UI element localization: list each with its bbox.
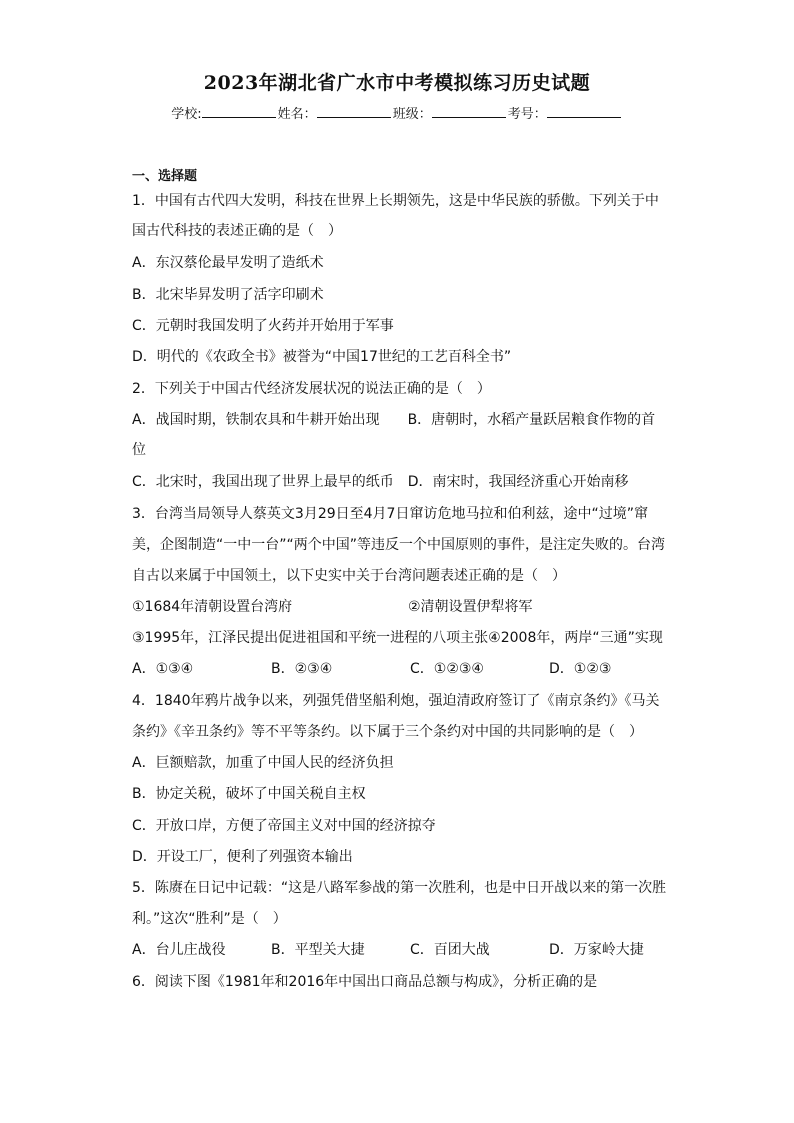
- q3-statement-1: ①1684年清朝设置台湾府: [132, 599, 293, 615]
- q2-options-ab: A．战国时期，铁制农具和牛耕开始出现 B．唐朝时，水稻产量跃居粮食作物的首: [132, 412, 656, 428]
- q4-option-c: C．开放口岸，方便了帝国主义对中国的经济掠夺: [132, 818, 436, 834]
- q3-option-a: A．①③④: [132, 661, 194, 677]
- q1-option-a: A．东汉蔡伦最早发明了造纸术: [132, 255, 324, 271]
- q5-option-d: D．万家岭大捷: [549, 942, 644, 958]
- school-blank[interactable]: [202, 105, 276, 118]
- q5-option-a: A．台儿庄战役: [132, 942, 226, 958]
- q2-options-cd: C．北宋时，我国出现了世界上最早的纸币 D．南宋时，我国经济重心开始南移: [132, 474, 629, 490]
- q2-stem: 2．下列关于中国古代经济发展状况的说法正确的是（ ）: [132, 381, 491, 397]
- q1-stem-line1: 1．中国有古代四大发明，科技在世界上长期领先，这是中华民族的骄傲。下列关于中: [132, 193, 659, 209]
- q4-option-a: A．巨额赔款，加重了中国人民的经济负担: [132, 755, 394, 771]
- q3-option-c: C．①②③④: [410, 661, 484, 677]
- student-info-line: [0, 103, 794, 122]
- school-label: 学校:: [171, 107, 202, 122]
- q3-stem-line2: 美，企图制造“一中一台”“两个中国”等违反一个中国原则的事件，是注定失败的。台湾: [132, 537, 666, 553]
- q3-stem-line3: 自古以来属于中国领土，以下史实中关于台湾问题表述正确的是（ ）: [132, 568, 566, 584]
- exam-title: 2023年湖北省广水市中考模拟练习历史试题: [203, 72, 591, 94]
- q3-statement-2: ②清朝设置伊犁将军: [408, 599, 533, 615]
- q4-option-b: B．协定关税，破坏了中国关税自主权: [132, 786, 366, 802]
- q6-stem-line1: 6．阅读下图《1981年和2016年中国出口商品总额与构成》，分析正确的是: [132, 974, 598, 990]
- q2-options-ab-cont: 位: [132, 442, 146, 458]
- q4-stem-line1: 4．1840年鸦片战争以来，列强凭借坚船利炮，强迫清政府签订了《南京条约》《马关: [132, 693, 660, 709]
- q1-stem-line2: 国古代科技的表述正确的是（ ）: [132, 223, 342, 239]
- q1-option-c: C．元朝时我国发明了火药并开始用于军事: [132, 318, 394, 334]
- q1-option-d: D．明代的《农政全书》被誉为“中国17世纪的工艺百科全书”: [132, 349, 512, 365]
- q4-option-d: D．开设工厂，便利了列强资本输出: [132, 849, 353, 865]
- q5-stem-line1: 5．陈赓在日记中记载：“这是八路军参战的第一次胜利，也是中日开战以来的第一次胜: [132, 880, 667, 896]
- q3-stem-line1: 3．台湾当局领导人蔡英文3月29日至4月7日窜访危地马拉和伯利兹，途中“过境”窜: [132, 506, 648, 522]
- q4-stem-line2: 条约》《辛丑条约》等不平等条约。以下属于三个条约对中国的共同影响的是（ ）: [132, 724, 643, 740]
- name-label: 姓名：: [277, 107, 317, 122]
- q5-option-b: B．平型关大捷: [271, 942, 365, 958]
- class-label: 班级：: [392, 107, 432, 122]
- q3-option-b: B．②③④: [271, 661, 333, 677]
- q5-option-c: C．百团大战: [410, 942, 490, 958]
- exam-number-blank[interactable]: [547, 105, 621, 118]
- q5-stem-line2: 利。”这次“胜利”是（ ）: [132, 911, 287, 927]
- q1-option-b: B．北宋毕昇发明了活字印刷术: [132, 287, 324, 303]
- section-heading: 一、选择题: [132, 169, 198, 184]
- q3-statements-3-4: ③1995年，江泽民提出促进祖国和平统一进程的八项主张④2008年，两岸“三通”实现: [132, 630, 663, 646]
- class-blank[interactable]: [432, 105, 506, 118]
- q3-option-d: D．①②③: [549, 661, 612, 677]
- exam-number-label: 考号：: [507, 107, 547, 122]
- name-blank[interactable]: [317, 105, 391, 118]
